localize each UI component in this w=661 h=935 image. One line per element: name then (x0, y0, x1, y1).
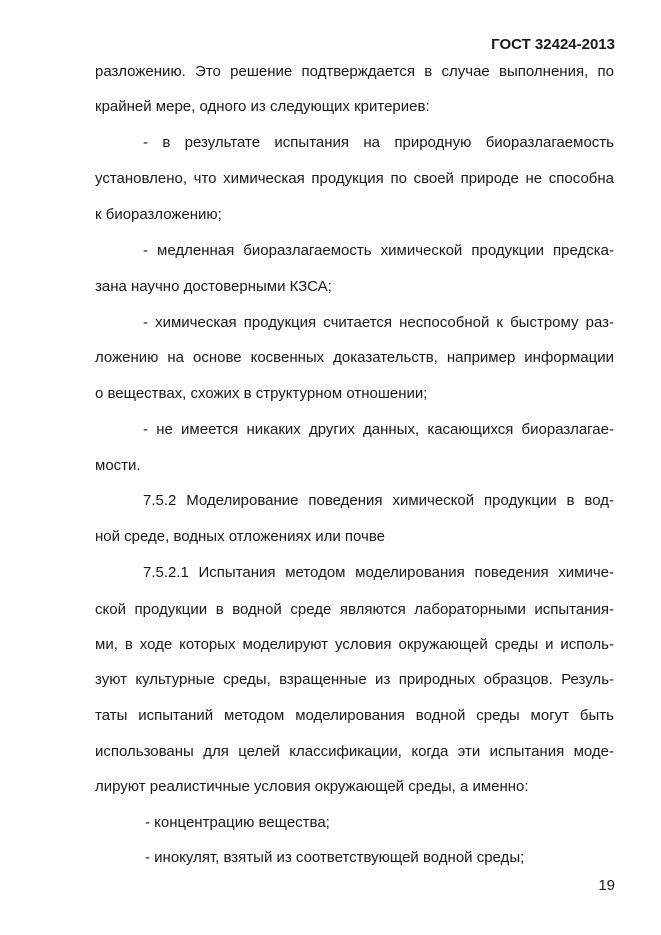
text-line: зана научно достоверными КЗСА; (95, 278, 332, 295)
text-line: о веществах, схожих в структурном отношении; (95, 385, 428, 402)
text-line: - химическая продукция считается неспособной к быстрому раз- (143, 314, 614, 331)
text-line: ложению на основе косвенных доказательств, например информации (95, 349, 614, 366)
list-item: - концентрацию вещества; (145, 814, 330, 831)
text-line: зуют культурные среды, взращенные из природных образцов. Резуль- (95, 671, 614, 688)
text-line: - в результате испытания на природную биоразлагаемость (143, 134, 614, 151)
text-line: таты испытаний методом моделирования водной среды могут быть (95, 707, 614, 724)
document-code-header: ГОСТ 32424-2013 (491, 36, 615, 53)
text-line: - не имеется никаких других данных, касающихся биоразлагае- (143, 421, 614, 438)
section-heading: 7.5.2 Моделирование поведения химической продукции в вод- (143, 492, 614, 509)
text-line: ми, в ходе которых моделируют условия окружающей среды и исполь- (95, 636, 614, 653)
text-line: мости. (95, 457, 141, 474)
text-line: к биоразложению; (95, 206, 222, 223)
text-line: установлено, что химическая продукция по своей природе не способна (95, 170, 614, 187)
text-line: использованы для целей классификации, когда эти испытания моде- (95, 743, 614, 760)
text-line: - медленная биоразлагаемость химической продукции предска- (143, 242, 614, 259)
text-line: крайней мере, одного из следующих критериев: (95, 98, 430, 115)
text-line: 7.5.2.1 Испытания методом моделирования поведения химиче- (143, 564, 614, 581)
text-line: лируют реалистичные условия окружающей среды, а именно: (95, 778, 529, 795)
list-item: - инокулят, взятый из соответствующей водной среды; (145, 849, 525, 866)
text-line: ской продукции в водной среде являются лабораторными испытания- (95, 601, 614, 618)
section-heading: ной среде, водных отложениях или почве (95, 528, 386, 545)
text-line: разложению. Это решение подтверждается в случае выполнения, по (95, 63, 614, 80)
page-number: 19 (598, 877, 615, 894)
